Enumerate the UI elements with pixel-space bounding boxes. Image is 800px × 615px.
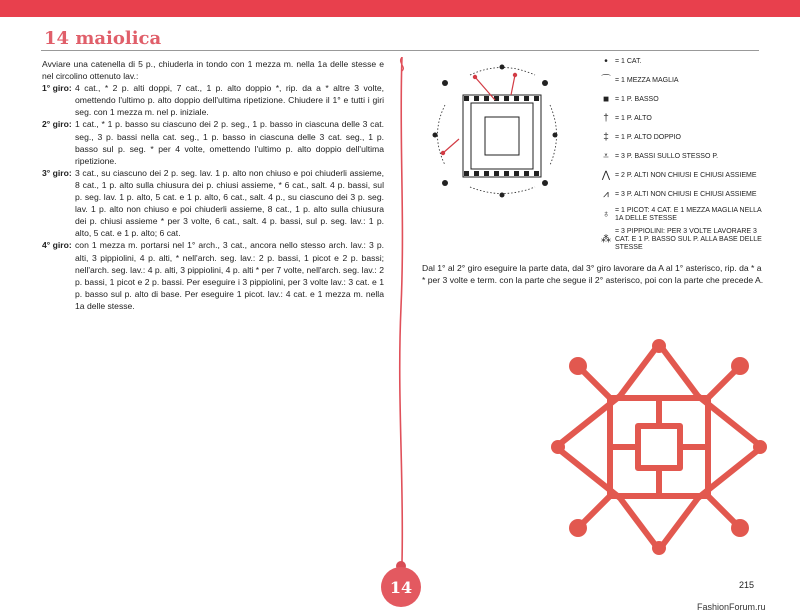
legend-row bbox=[597, 150, 767, 164]
round-4 bbox=[42, 239, 384, 312]
round-text: 3 cat., su ciascuno dei 2 p. seg. lav. 1 p. alto non chiuso e poi chiuderli assieme, 8 cat., 1 p. alto sulla chiusura dei p. chiusi assieme, * 6 cat., salt. 4 p. bassi, sul p. seg. lav. 1 p. alto, 5 cat. e 1 p. alto, 6 cat., salt. 4 p., su ciascuno dei 3 p. seg. lav. 1 p. alto non chiuso e poi chiuderli assieme, 8 cat., 1 p. alto sulla chiusura dei p. chiusi assieme * per 3 volte, 6 cat., salt. 4 p. bassi, sul p. seg. lav.: 1 p. alto, 5 cat. e 1 p. alto; 6 cat. bbox=[75, 167, 384, 239]
round-text: 1 cat., * 1 p. basso su ciascuno dei 2 p. seg., 1 p. basso in ciascuna delle 3 cat. seg., 3 p. bassi nella cat. seg., 1 p. basso in ciascuna delle 3 cat. seg., 1 p. basso sul p. seg. * per 4 volte, omettendo l'ultimo p. alto doppio dell'ultima ripetizione. bbox=[75, 119, 384, 166]
legend-text: = 1 P. BASSO bbox=[615, 96, 659, 103]
legend-text: = 1 MEZZA MAGLIA bbox=[615, 77, 679, 84]
legend-row bbox=[597, 93, 767, 107]
treble-crochet-icon: ‡ bbox=[603, 132, 609, 143]
legend-text: = 3 PIPPIOLINI: PER 3 VOLTE LAVORARE 3 CAT. E 1 P. BASSO SUL P. ALLA BASE DELLE STESSE bbox=[615, 228, 762, 251]
pippiolini-icon: ⁂ bbox=[601, 234, 611, 245]
legend-row bbox=[597, 188, 767, 202]
round-text: con 1 mezza m. portarsi nel 1° arch., 3 cat., ancora nello stesso arch. lav.: 3 p. alti, 3 pippiolini, 4 p. alti, * nell'arch. seg. lav.: 2 p. bassi, 1 picot e 2 p. bassi; nell'arch. seg. lav.: 4 p. alti, 3 pippiolini, 4 p. alti * per 7 volte, nell'arch. seg. lav.: 2 p. bassi, 1 picot e 2 p. bassi. Per eseguire i 3 pippiolini, per 3 volte lav.: 3 cat. e 1 p. basso sul p. alto di base. Per eseguire 1 picot. lav.: 4 cat. e 1 mezza m. nella 1a delle stesse. bbox=[75, 240, 384, 311]
picot-icon: ♁ bbox=[602, 209, 610, 220]
crochet-chart-diagram bbox=[425, 55, 565, 200]
legend-row bbox=[597, 112, 767, 126]
double-crochet-icon: † bbox=[603, 113, 609, 124]
legend-text: = 3 P. ALTI NON CHIUSI E CHIUSI ASSIEME bbox=[615, 191, 757, 198]
single-crochet-icon: ■ bbox=[602, 94, 610, 105]
round-text: 4 cat., * 2 p. alti doppi, 7 cat., 1 p. alto doppio *, rip. da a * altre 3 volte, omettendo l'ultimo p. alto doppio dell'ultima ripetizione. Chiudere il 1° e tutti i giri seg. con 1 mezza m. nel p. iniziale. bbox=[75, 83, 384, 118]
instructions-column bbox=[42, 58, 384, 312]
legend-row bbox=[597, 55, 767, 69]
three-sc-same-icon: ⩡ bbox=[603, 151, 609, 162]
legend-row bbox=[597, 207, 767, 223]
top-accent-bar bbox=[0, 0, 800, 17]
header-rule bbox=[41, 50, 759, 51]
legend-text: = 1 CAT. bbox=[615, 58, 642, 65]
round-label: 2° giro: bbox=[42, 119, 72, 130]
slip-stitch-icon: ⌒ bbox=[601, 75, 611, 86]
three-dc-cluster-icon: ⩘ bbox=[603, 189, 609, 200]
symbol-legend bbox=[597, 55, 767, 257]
page-title: 14 maiolica bbox=[44, 28, 162, 49]
two-dc-cluster-icon: ⋀ bbox=[601, 170, 611, 181]
chain-icon: • bbox=[604, 56, 608, 67]
legend-text: = 3 P. BASSI SULLO STESSO P. bbox=[615, 153, 719, 160]
page-number: 215 bbox=[739, 580, 755, 590]
legend-row bbox=[597, 228, 767, 252]
legend-row bbox=[597, 131, 767, 145]
round-3 bbox=[42, 167, 384, 240]
legend-text: = 1 P. ALTO bbox=[615, 115, 652, 122]
round-label: 3° giro: bbox=[42, 167, 72, 178]
round-1 bbox=[42, 82, 384, 118]
yarn-divider bbox=[395, 57, 409, 587]
legend-text: = 2 P. ALTI NON CHIUSI E CHIUSI ASSIEME bbox=[615, 172, 757, 179]
legend-row bbox=[597, 74, 767, 88]
round-2 bbox=[42, 118, 384, 166]
pattern-number-badge: 14 bbox=[381, 567, 421, 607]
round-label: 1° giro: bbox=[42, 83, 72, 94]
watermark: FashionForum.ru bbox=[697, 602, 766, 612]
legend-text: = 1 PICOT: 4 CAT. E 1 MEZZA MAGLIA NELLA 1A DELLE STESSE bbox=[615, 207, 762, 222]
assembly-note: Dal 1° al 2° giro eseguire la parte data, dal 3° giro lavorare da A al 1° asterisco, rip. da * a * per 3 volte e term. con la parte che segue il 2° asterisco, poi con la parte che precede A. bbox=[422, 263, 764, 286]
legend-row bbox=[597, 169, 767, 183]
legend-text: = 1 P. ALTO DOPPIO bbox=[615, 134, 681, 141]
crochet-motif-photo bbox=[548, 336, 770, 558]
intro-paragraph: Avviare una catenella di 5 p., chiuderla in tondo con 1 mezza m. nella 1a delle stesse e nel circolino ottenuto lav.: bbox=[42, 59, 384, 82]
round-label: 4° giro: bbox=[42, 240, 72, 251]
